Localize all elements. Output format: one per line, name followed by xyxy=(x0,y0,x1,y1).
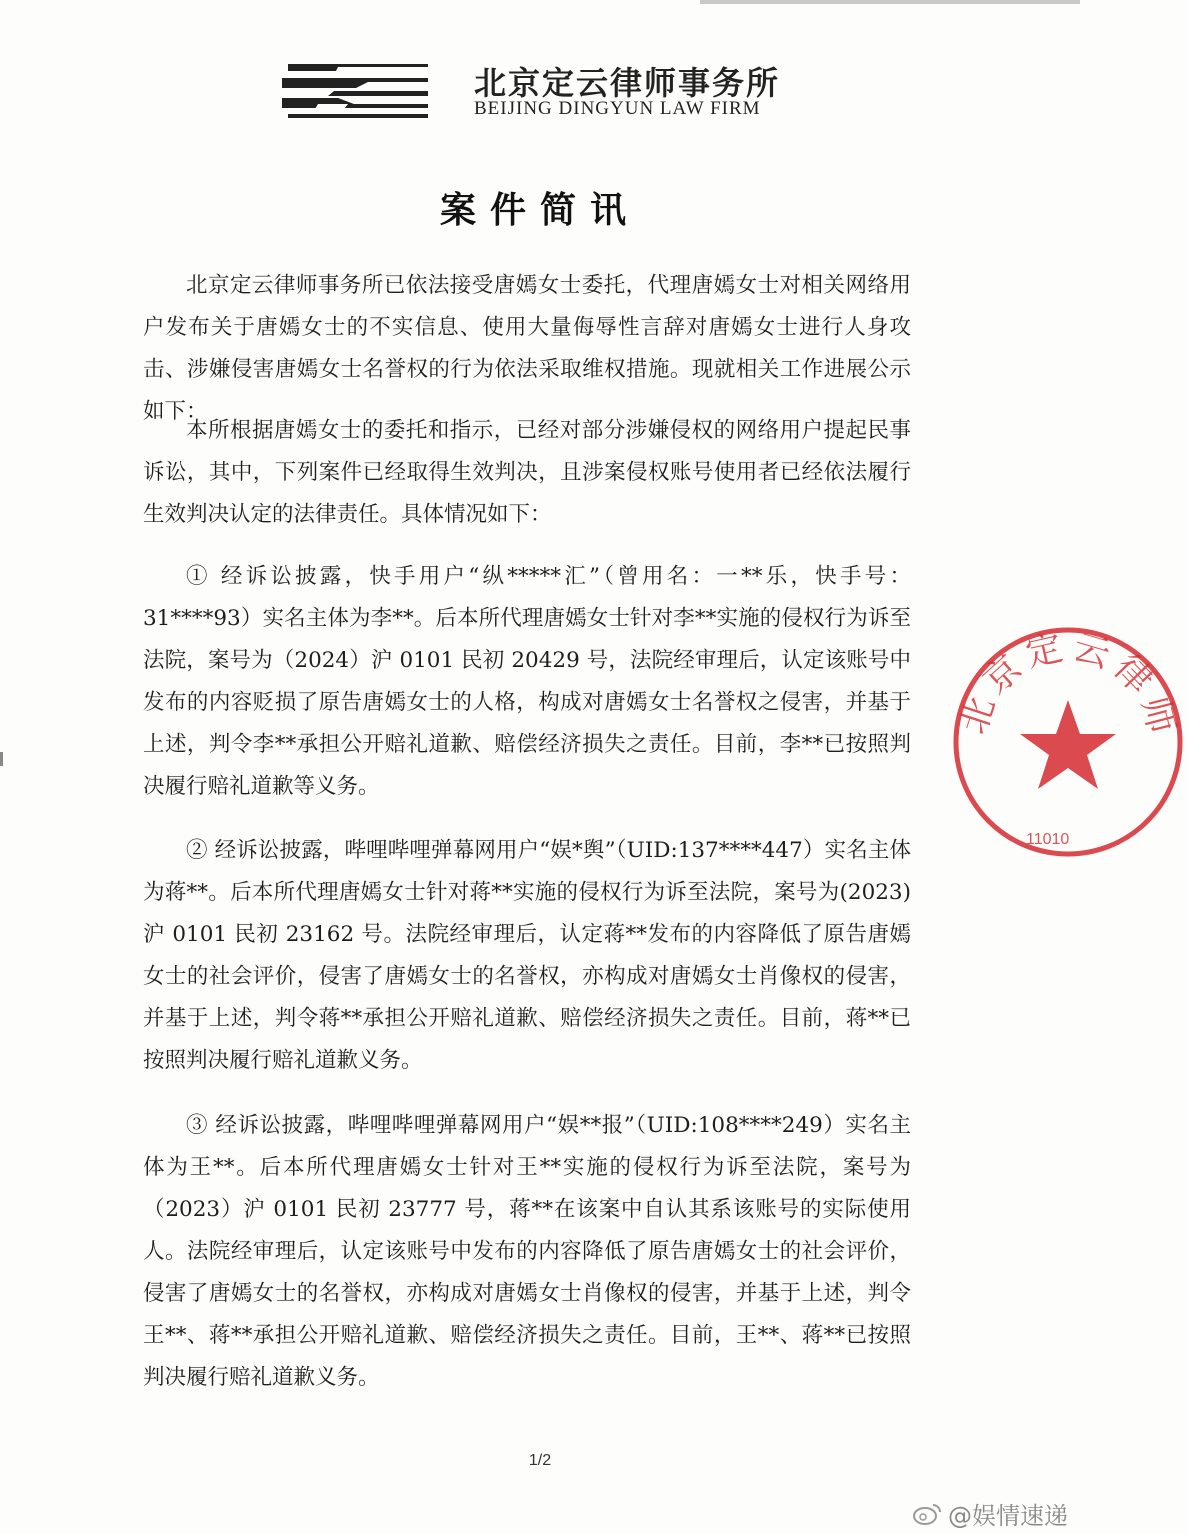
summary-paragraph: 本所根据唐嫣女士的委托和指示，已经对部分涉嫌侵权的网络用户提起民事诉讼，其中，下列案件已经取得生效判决，且涉案侵权账号使用者已经依法履行生效判决认定的法律责任。具体情况如下： xyxy=(143,418,911,527)
scan-mark xyxy=(0,752,3,766)
case-1-paragraph: ① 经诉讼披露，快手用户“纵*****汇”（曾用名：一**乐，快手号：31****93）实名主体为李**。后本所代理唐嫣女士针对李**实施的侵权行为诉至法院，案号为（2024）沪 0101 民初 20429 号，法院经审理后，认定该账号中发布的内容贬损了原告唐嫣女士的人格，构成对唐嫣女士名誉权之侵害，并基于上述，判令李**承担公开赔礼道歉、赔偿经济损失之责任。目前，李**已按照判决履行赔礼道歉等义务。 xyxy=(143,564,911,799)
firm-logo-icon xyxy=(278,58,440,124)
watermark-text: @娱情速递 xyxy=(948,1502,1068,1530)
document-title: 案件简讯 xyxy=(439,189,640,231)
weibo-watermark xyxy=(912,1496,1068,1531)
firm-name-cn: 北京定云律师事务所 xyxy=(474,64,781,102)
case-3-paragraph: ③ 经诉讼披露，哔哩哔哩弹幕网用户“娱**报”（UID:108****249）实名主体为王**。后本所代理唐嫣女士针对王**实施的侵权行为诉至法院，案号为（2023）沪 0101 民初 23777 号，蒋**在该案中自认其系该账号的实际使用人。法院经审理后，认定该账号中发布的内容降低了原告唐嫣女士的社会评价，侵害了唐嫣女士的名誉权，亦构成对唐嫣女士肖像权的侵害，并基于上述，判令王**、蒋**承担公开赔礼道歉、赔偿经济损失之责任。目前，王**、蒋**已按照判决履行赔礼道歉义务。 xyxy=(143,1113,911,1390)
case-2-paragraph: ② 经诉讼披露，哔哩哔哩弹幕网用户“娱*舆”（UID:137****447）实名主体为蒋**。后本所代理唐嫣女士针对蒋**实施的侵权行为诉至法院，案号为(2023)沪 0101 民初 23162 号。法院经审理后，认定蒋**发布的内容降低了原告唐嫣女士的社会评价，侵害了唐嫣女士的名誉权，亦构成对唐嫣女士肖像权的侵害，并基于上述，判令蒋**承担公开赔礼道歉、赔偿经济损失之责任。目前，蒋**已按照判决履行赔礼道歉义务。 xyxy=(143,838,911,1073)
scan-edge xyxy=(700,0,1080,4)
firm-name-en: BEIJING DINGYUN LAW FIRM xyxy=(474,98,761,119)
intro-paragraph: 北京定云律师事务所已依法接受唐嫣女士委托，代理唐嫣女士对相关网络用户发布关于唐嫣女士的不实信息、使用大量侮辱性言辞对唐嫣女士进行人身攻击、涉嫌侵害唐嫣女士名誉权的行为依法采取维权措施。现就相关工作进展公示如下： xyxy=(143,273,911,424)
weibo-icon xyxy=(912,1502,942,1526)
svg-text:11010: 11010 xyxy=(1026,831,1070,848)
law-firm-seal-icon xyxy=(948,622,1188,862)
svg-text:北京定云律师: 北京定云律师 xyxy=(953,626,1184,744)
page-number: 1/2 xyxy=(528,1452,552,1469)
